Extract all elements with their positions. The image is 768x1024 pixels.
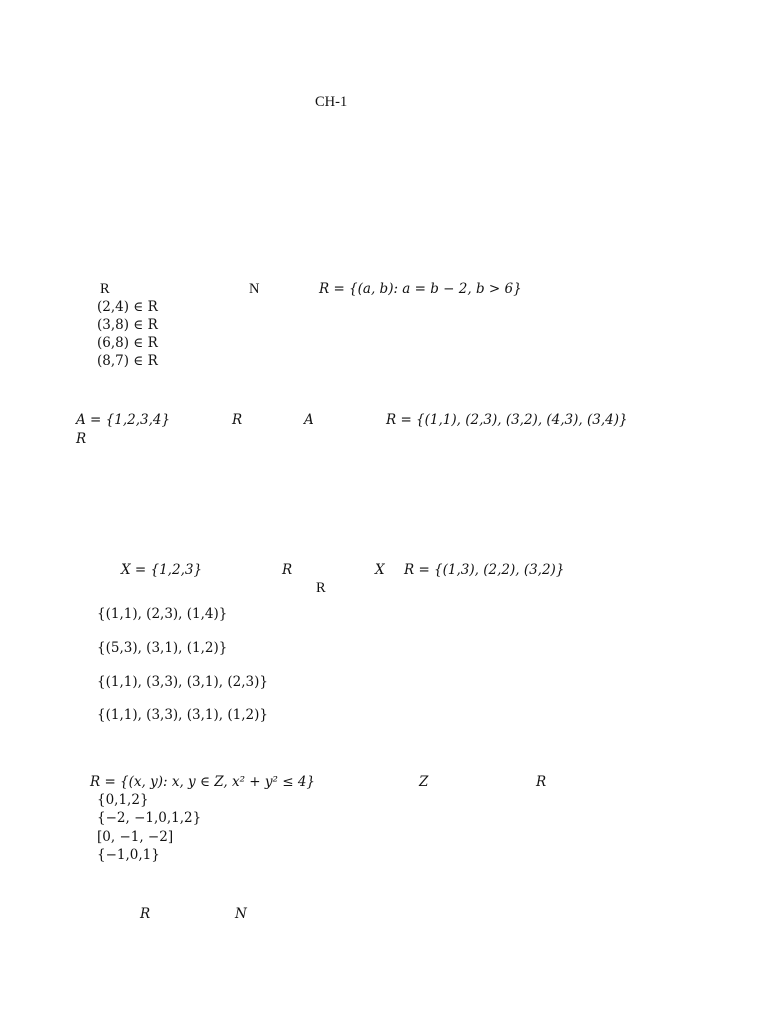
- q2-r-label-2: R: [76, 431, 87, 447]
- q1-option-a: (2,4) ∈ R: [97, 299, 158, 315]
- q1-definition: R = {(a, b): a = b − 2, b > 6}: [319, 281, 522, 297]
- q3-set-x: X = {1,2,3}: [121, 562, 203, 578]
- q1-r-label: R: [100, 281, 110, 297]
- q1-option-c: (6,8) ∈ R: [97, 335, 158, 351]
- q4-option-a: {0,1,2}: [97, 792, 149, 808]
- q4-option-b: {−2, −1,0,1,2}: [97, 810, 202, 826]
- q2-a-label: A: [304, 412, 314, 428]
- q2-set-a: A = {1,2,3,4}: [76, 412, 171, 428]
- q4-z-label: Z: [419, 774, 429, 790]
- q4-option-c: [0, −1, −2]: [97, 829, 174, 845]
- q4-relation: R = {(x, y): x, y ∈ Z, x² + y² ≤ 4}: [90, 774, 315, 790]
- q3-relation: R = {(1,3), (2,2), (3,2)}: [404, 562, 565, 578]
- q3-x-label: X: [375, 562, 385, 578]
- q2-relation: R = {(1,1), (2,3), (3,2), (4,3), (3,4)}: [386, 412, 628, 428]
- q5-n-label: N: [235, 906, 247, 922]
- page-title: CH-1: [315, 94, 348, 110]
- q3-option-c: {(1,1), (3,3), (3,1), (2,3)}: [97, 674, 268, 690]
- q2-r-label: R: [232, 412, 243, 428]
- q3-option-b: {(5,3), (3,1), (1,2)}: [97, 640, 228, 656]
- q3-option-a: {(1,1), (2,3), (1,4)}: [97, 606, 228, 622]
- q4-r-label: R: [536, 774, 547, 790]
- q5-r-label: R: [140, 906, 151, 922]
- q1-option-b: (3,8) ∈ R: [97, 317, 158, 333]
- q3-r-label: R: [282, 562, 293, 578]
- q3-option-d: {(1,1), (3,3), (3,1), (1,2)}: [97, 707, 268, 723]
- q3-r-label-2: R: [316, 580, 326, 596]
- q4-option-d: {−1,0,1}: [97, 847, 160, 863]
- q1-option-d: (8,7) ∈ R: [97, 353, 158, 369]
- q1-n-label: N: [249, 281, 260, 297]
